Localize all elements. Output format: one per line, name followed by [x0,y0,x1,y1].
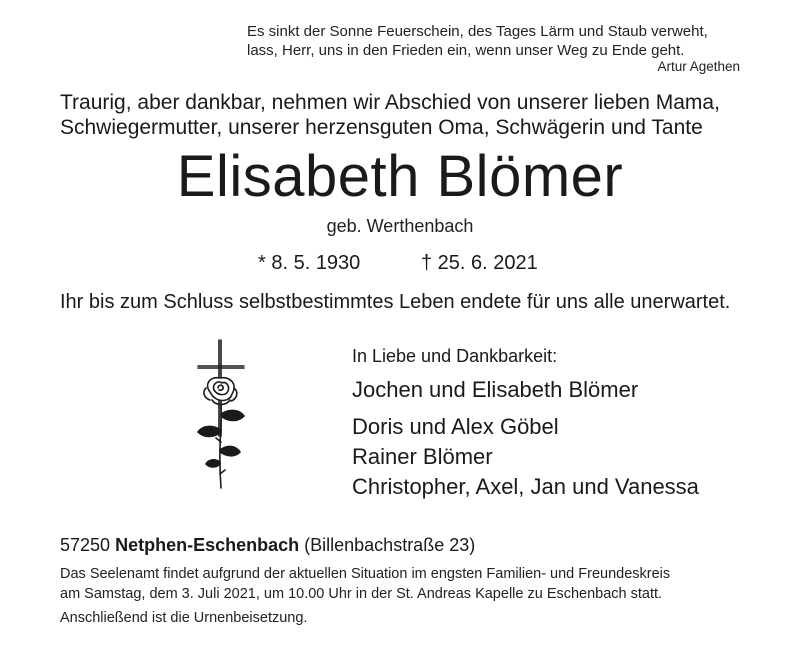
death-date: † 25. 6. 2021 [421,252,538,274]
poem-author: Artur Agethen [657,59,740,74]
family-member: Doris und Alex Göbel [352,414,559,439]
notice-line-3: Anschließend ist die Urnenbeisetzung. [60,610,308,626]
notice-line-2: am Samstag, dem 3. Juli 2021, um 10.00 Uhr in der St. Andreas Kapelle zu Eschenbach statt. [60,586,663,602]
cross-with-rose-icon [188,338,254,490]
family-member: Rainer Blömer [352,444,493,469]
address-street: (Billenbachstraße 23) [304,535,476,555]
maiden-name: geb. Werthenbach [326,216,474,236]
address [60,535,475,556]
notice-line-1: Das Seelenamt findet aufgrund der aktuellen Situation im engsten Familien- und Freundeskreis [60,566,671,582]
family-intro: In Liebe und Dankbarkeit: [352,346,558,366]
life-statement: Ihr bis zum Schluss selbstbestimmtes Leben endete für uns alle unerwartet. [60,291,731,313]
intro-line-1: Traurig, aber dankbar, nehmen wir Abschied von unserer lieben Mama, [60,91,720,114]
poem-line-1: Es sinkt der Sonne Feuerschein, des Tages Lärm und Staub verweht, [247,23,708,40]
intro-line-2: Schwiegermutter, unserer herzensguten Oma, Schwägerin und Tante [60,116,703,139]
intro-text [60,90,720,140]
birth-date: * 8. 5. 1930 [258,252,361,274]
deceased-name: Elisabeth Blömer [176,144,624,209]
family-member: Christopher, Axel, Jan und Vanessa [352,474,699,499]
address-town: Netphen-Eschenbach [115,535,300,555]
family-member: Jochen und Elisabeth Blömer [352,377,639,402]
poem-line-2: lass, Herr, uns in den Frieden ein, wenn unser Weg zu Ende geht. [247,42,685,59]
address-zip: 57250 [60,535,111,555]
